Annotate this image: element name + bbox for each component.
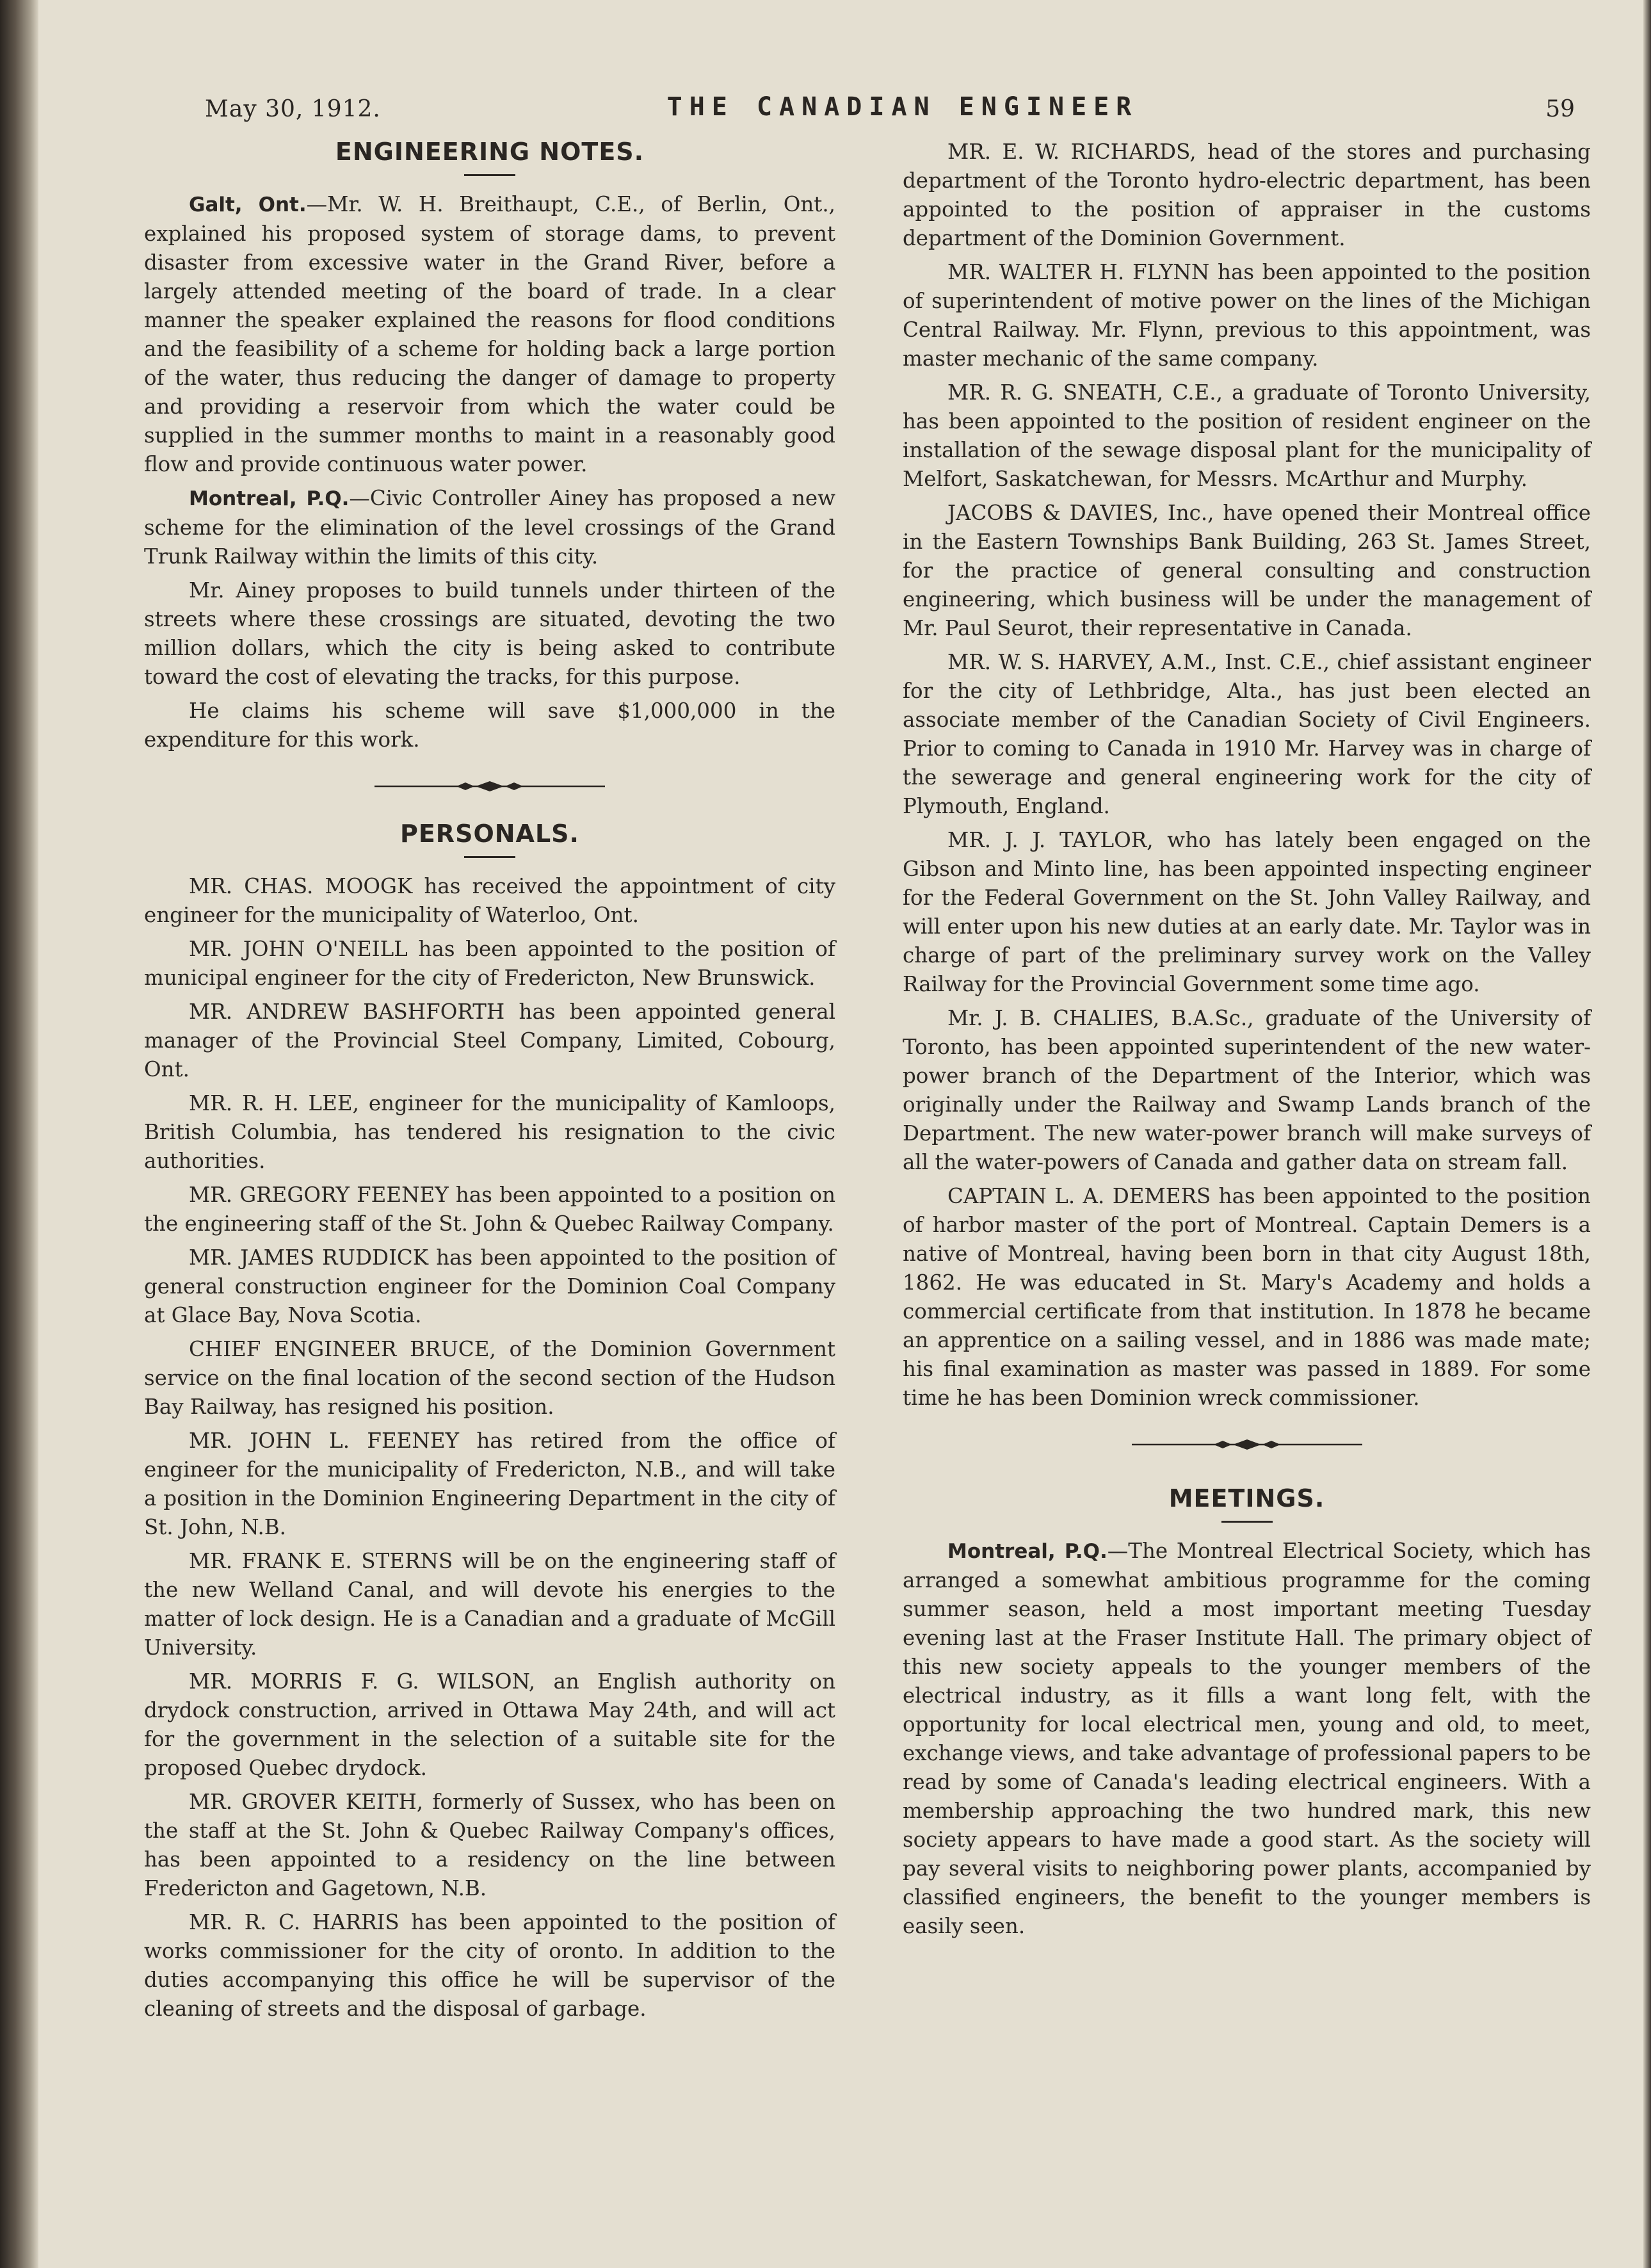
note-paragraph bbox=[144, 190, 835, 479]
personal-item: MR. JOHN L. FEENEY has retired from the office of engineer for the municipality of Fredericton, N.B., and will take a position in the Dominion Engineering Department in the city of St. John, N.B. bbox=[144, 1429, 835, 1539]
personal-item: MR. CHAS. MOOGK has received the appointment of city engineer for the municipality of Waterloo, Ont. bbox=[144, 874, 835, 927]
personal-item: MR. E. W. RICHARDS, head of the stores and purchasing department of the Toronto hydro-electric department, has been appointed to the position of appraiser in the customs department of the Dominion Government. bbox=[903, 140, 1591, 250]
personal-item: MR. R. H. LEE, engineer for the municipality of Kamloops, British Columbia, has tendered his resignation to the civic authorities. bbox=[144, 1091, 835, 1173]
personal-item: MR. FRANK E. STERNS will be on the engineering staff of the new Welland Canal, and will devote his energies to the matter of lock design. He is a Canadian and a graduate of McGill University. bbox=[144, 1549, 835, 1660]
note-text: —Civic Controller Ainey has proposed a new scheme for the elimination of the level crossings of the Grand Trunk Railway within the limits of this city. bbox=[144, 486, 835, 569]
meeting-dateline: Montreal, P.Q. bbox=[947, 1540, 1107, 1563]
note-paragraph: Mr. Ainey proposes to build tunnels under thirteen of the streets where these crossings are situated, devoting the two million dollars, which the city is being asked to contribute toward the cost of elevating the tracks, for this purpose. bbox=[144, 578, 835, 689]
note-text: —Mr. W. H. Breithaupt, C.E., of Berlin, Ont., explained his proposed system of storage dams, to prevent disaster from excessive water in the Grand River, before a largely attended meeting of the board of trade. In a clear manner the speaker explained the reasons for flood conditions and the feasibility of a scheme for holding back a large portion of the water, thus reducing the danger of damage to property and providing a reservoir from which the water could be supplied in the summer months to maint in a reasonably good flow and provide continuous water power. bbox=[144, 192, 835, 476]
note-dateline: Montreal, P.Q. bbox=[189, 487, 350, 510]
personal-item: MR. ANDREW BASHFORTH has been appointed general manager of the Provincial Steel Company, Limited, Cobourg, Ont. bbox=[144, 1000, 835, 1081]
personal-item: CAPTAIN L. A. DEMERS has been appointed to the position of harbor master of the port of Montreal. Captain Demers is a native of Montreal, having been born in that city August 18th, 1862. He was educated in St. Mary's Academy and holds a commercial certificate from that institution. In 1878 he became an apprentice on a sailing vessel, and in 1886 was made mate; his final examination as master was passed in 1889. For some time he has been Dominion wreck commissioner. bbox=[903, 1184, 1591, 1410]
personal-item: JACOBS & DAVIES, Inc., have opened their Montreal office in the Eastern Townships Bank Building, 263 St. James Street, for the practice of general consulting and construction engineering, which business will be under the management of Mr. Paul Seurot, their representative in Canada. bbox=[903, 501, 1591, 640]
issue-date: May 30, 1912. bbox=[205, 96, 381, 122]
left-column bbox=[144, 138, 835, 2029]
right-column bbox=[903, 138, 1591, 1946]
note-paragraph bbox=[144, 484, 835, 571]
personals-heading: PERSONALS. bbox=[400, 820, 579, 848]
personal-item: Mr. J. B. CHALIES, B.A.Sc., graduate of the University of Toronto, has been appointed superintendent of the new water-power branch of the Department of the Interior, which was originally under the Railway and Swamp Lands branch of the Department. The new water-power branch will make surveys of all the water-powers of Canada and gather data on stream fall. bbox=[903, 1006, 1591, 1174]
personal-item: MR. W. S. HARVEY, A.M., Inst. C.E., chief assistant engineer for the city of Lethbridge, Alta., has just been elected an associate member of the Canadian Society of Civil Engineers. Prior to coming to Canada in 1910 Mr. Harvey was in charge of the sewerage and general engineering work for the city of Plymouth, England. bbox=[903, 650, 1591, 818]
book-gutter-shadow bbox=[0, 0, 38, 2268]
personal-item: CHIEF ENGINEER BRUCE, of the Dominion Government service on the final location of the second section of the Hudson Bay Railway, has resigned his position. bbox=[144, 1337, 835, 1419]
heading-rule bbox=[464, 174, 515, 176]
personal-item: MR. JOHN O'NEILL has been appointed to the position of municipal engineer for the city of Fredericton, New Brunswick. bbox=[144, 937, 835, 990]
note-paragraph: He claims his scheme will save $1,000,000 in the expenditure for this work. bbox=[144, 699, 835, 752]
engineering-notes-heading: ENGINEERING NOTES. bbox=[335, 138, 645, 166]
personal-item: MR. JAMES RUDDICK has been appointed to the position of general construction engineer for the Dominion Coal Company at Glace Bay, Nova Scotia. bbox=[144, 1245, 835, 1327]
personal-item: MR. R. G. SNEATH, C.E., a graduate of Toronto University, has been appointed to the position of resident engineer on the installation of the sewage disposal plant for the municipality of Melfort, Saskatchewan, for Messrs. McArthur and Murphy. bbox=[903, 380, 1591, 491]
meeting-paragraph bbox=[903, 1537, 1591, 1941]
running-header bbox=[205, 83, 1600, 134]
magazine-page bbox=[144, 70, 1597, 2248]
meeting-text: —The Montreal Electrical Society, which has arranged a somewhat ambitious programme for the coming summer season, held a most important meeting Tuesday evening last at the Fraser Institute Hall. The primary object of this new society appeals to the younger members of the electrical industry, as it fills a want long felt, with the opportunity for local electrical men, young and old, to meet, exchange views, and take advantage of professional papers to be read by some of Canada's leading electrical engineers. With a membership approaching the two hundred mark, this new society appears to have made a good start. As the society will pay several visits to neighboring power plants, accompanied by classified engineers, the benefit to the younger members is easily seen. bbox=[903, 1539, 1591, 1938]
heading-rule bbox=[464, 856, 515, 858]
note-dateline: Galt, Ont. bbox=[189, 193, 307, 216]
personal-item: MR. GROVER KEITH, formerly of Sussex, who has been on the staff at the St. John & Quebec Railway Company's offices, has been appointed to a residency on the line between Fredericton and Gagetown, N.B. bbox=[144, 1790, 835, 1900]
heading-rule bbox=[1221, 1521, 1273, 1523]
meetings-heading: MEETINGS. bbox=[1168, 1484, 1325, 1512]
personal-item: MR. R. C. HARRIS has been appointed to the position of works commissioner for the city of oronto. In addition to the duties accompanying this office he will be supervisor of the cleaning of streets and the disposal of garbage. bbox=[144, 1910, 835, 2021]
section-divider-ornament bbox=[374, 779, 605, 794]
personal-item: MR. MORRIS F. G. WILSON, an English authority on drydock construction, arrived in Ottawa May 24th, and will act for the government in the selection of a suitable site for the proposed Quebec drydock. bbox=[144, 1669, 835, 1780]
page-edge bbox=[1643, 0, 1651, 2268]
personal-item: MR. GREGORY FEENEY has been appointed to a position on the engineering staff of the St. John & Quebec Railway Company. bbox=[144, 1183, 835, 1236]
section-divider-ornament bbox=[1132, 1437, 1362, 1452]
page-number: 59 bbox=[1545, 96, 1575, 122]
personal-item: MR. WALTER H. FLYNN has been appointed to the position of superintendent of motive power on the lines of the Michigan Central Railway. Mr. Flynn, previous to this appointment, was master mechanic of the same company. bbox=[903, 260, 1591, 371]
personal-item: MR. J. J. TAYLOR, who has lately been engaged on the Gibson and Minto line, has been appointed inspecting engineer for the Federal Government on the St. John Valley Railway, and will enter upon his new duties at an early date. Mr. Taylor was in charge of part of the preliminary survey work on the Valley Railway for the Provincial Government some time ago. bbox=[903, 828, 1591, 996]
journal-title: THE CANADIAN ENGINEER bbox=[666, 92, 1139, 122]
